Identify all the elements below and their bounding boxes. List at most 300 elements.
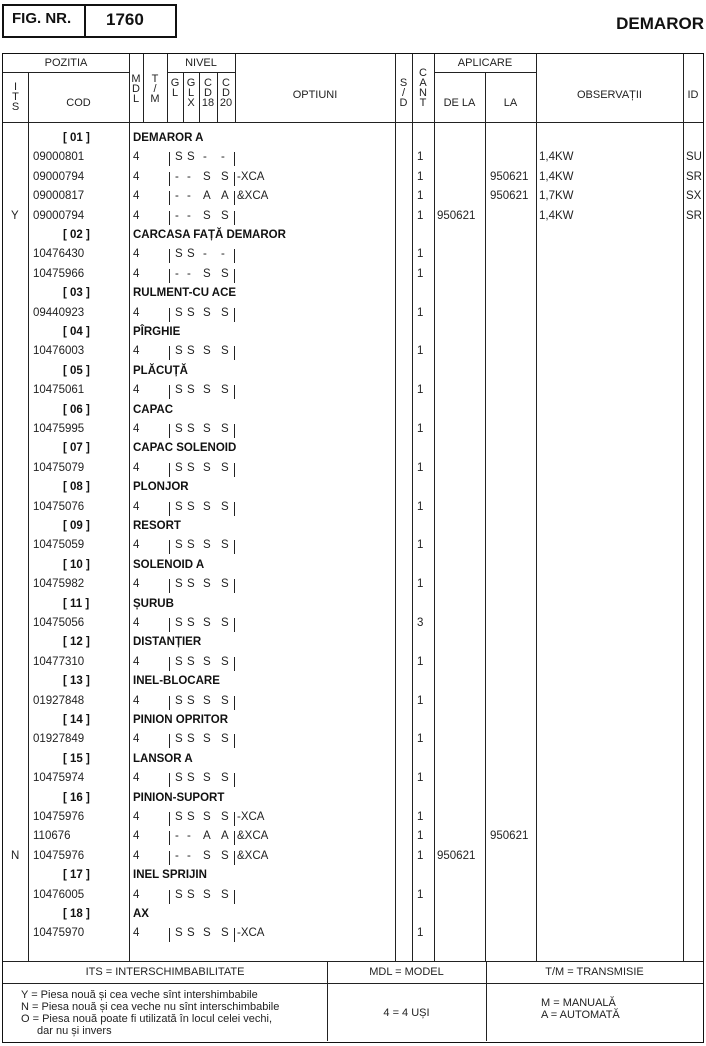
part-code: 110676 [33, 830, 71, 843]
level-cd20: S [221, 849, 229, 862]
level-glx: S [187, 306, 195, 319]
section-name: DISTANȚIER [133, 636, 202, 649]
quantity: 1 [417, 927, 424, 940]
level-cd20: S [221, 888, 229, 901]
level-gl: S [175, 423, 183, 435]
quantity: 1 [417, 694, 424, 707]
section-position: [ 15 ] [63, 752, 90, 765]
part-code: 10475970 [33, 927, 85, 940]
level-cd18: S [203, 811, 211, 823]
level-gl: - [175, 190, 179, 203]
level-gl: S [175, 151, 183, 164]
option-code: -XCA [237, 170, 265, 183]
level-cd18: S [203, 578, 211, 591]
level-cd20: S [221, 170, 229, 183]
level-cd20: S [221, 578, 229, 591]
level-cd18: A [203, 830, 211, 843]
column-divider [536, 54, 537, 961]
level-cd20: S [221, 345, 229, 358]
part-code: 10477310 [33, 655, 85, 668]
level-cd18: S [203, 694, 211, 707]
section-name: INEL-BLOCARE [133, 675, 220, 688]
level-cd18: S [203, 267, 211, 280]
quantity: 1 [417, 267, 424, 280]
level-separator [234, 890, 235, 904]
observation: 1,4KW [539, 209, 574, 222]
level-separator [169, 618, 170, 632]
section-name: ȘURUB [133, 597, 174, 610]
part-code: 09000794 [33, 170, 85, 183]
level-separator [169, 540, 170, 554]
level-separator [234, 249, 235, 263]
level-glx: S [187, 423, 195, 435]
level-glx: S [187, 248, 195, 261]
quantity: 1 [417, 772, 424, 785]
level-separator [234, 540, 235, 554]
level-gl: - [175, 267, 179, 280]
level-separator [234, 269, 235, 283]
header-id: ID [687, 89, 699, 101]
part-code: 10475079 [33, 461, 85, 474]
level-glx: S [187, 578, 195, 591]
section-name: SOLENOID A [133, 558, 205, 571]
mdl-value: 4 [133, 151, 140, 164]
header-cd18: C D 18 [201, 77, 215, 109]
legend-its-line: Y = Piesa nouă și cea veche sînt intershimbabile [21, 989, 258, 1001]
level-cd20: S [221, 461, 229, 474]
level-cd18: S [203, 927, 211, 940]
section-position: [ 03 ] [63, 287, 90, 300]
section-position: [ 08 ] [63, 481, 90, 494]
option-code: -XCA [237, 811, 265, 823]
legend-its-line: O = Piesa nouă poate fi utilizată în locul celei vechi, [21, 1013, 273, 1025]
mdl-value: 4 [133, 733, 140, 746]
header-bottom-line [3, 122, 703, 123]
observation: 1,4KW [539, 170, 574, 183]
mdl-value: 4 [133, 830, 140, 843]
level-separator [234, 773, 235, 787]
observation: 1,7KW [539, 190, 574, 203]
header-divider [3, 72, 129, 73]
level-cd18: - [203, 248, 207, 261]
page-title: DEMAROR [616, 14, 704, 33]
legend-tm-line: M = MANUALĂ [541, 997, 616, 1009]
level-separator [169, 812, 170, 826]
level-separator [234, 502, 235, 516]
level-glx: S [187, 772, 195, 785]
mdl-value: 4 [133, 617, 140, 629]
level-separator [234, 172, 235, 186]
section-name: PLĂCUȚĂ [133, 364, 188, 377]
level-separator [169, 657, 170, 671]
quantity: 1 [417, 578, 424, 591]
applies-to: 950621 [490, 190, 529, 203]
applies-from: 950621 [437, 209, 476, 222]
quantity: 1 [417, 733, 424, 746]
legend-mdl-title: MDL = MODEL [369, 966, 444, 978]
level-glx: S [187, 384, 195, 397]
quantity: 1 [417, 306, 424, 319]
mdl-value: 4 [133, 849, 140, 862]
id-code: SR [686, 170, 702, 183]
option-code: &XCA [237, 190, 269, 203]
mdl-value: 4 [133, 694, 140, 707]
column-divider [412, 54, 413, 961]
header-cant: C A N T [419, 67, 427, 109]
level-glx: - [187, 170, 191, 183]
level-separator [234, 385, 235, 399]
column-divider [395, 54, 396, 961]
level-gl: - [175, 209, 179, 222]
mdl-value: 4 [133, 384, 140, 397]
mdl-value: 4 [133, 500, 140, 513]
section-name: DEMAROR A [133, 132, 204, 144]
part-code: 10475982 [33, 578, 85, 591]
level-separator [169, 579, 170, 593]
level-cd20: S [221, 539, 229, 552]
applies-to: 950621 [490, 170, 529, 183]
quantity: 1 [417, 461, 424, 474]
quantity: 1 [417, 539, 424, 552]
header-la: LA [503, 97, 518, 109]
part-code: 10475076 [33, 500, 85, 513]
level-gl: S [175, 733, 183, 746]
level-gl: S [175, 888, 183, 901]
section-position: [ 09 ] [63, 520, 90, 532]
quantity: 1 [417, 170, 424, 183]
part-code: 10475976 [33, 811, 85, 823]
level-cd18: S [203, 461, 211, 474]
level-cd20: S [221, 209, 229, 222]
header-glx: G L X [186, 77, 196, 109]
level-glx: - [187, 830, 191, 843]
mdl-value: 4 [133, 811, 140, 823]
section-name: INEL SPRIJIN [133, 869, 207, 882]
part-code: 10475976 [33, 849, 85, 862]
level-gl: S [175, 539, 183, 552]
section-position: [ 06 ] [63, 403, 90, 416]
level-gl: S [175, 811, 183, 823]
level-separator [234, 424, 235, 438]
part-code: 10475995 [33, 423, 85, 435]
header-optiuni: OPTIUNI [292, 89, 338, 101]
level-glx: - [187, 267, 191, 280]
level-cd20: - [221, 248, 225, 261]
option-code: -XCA [237, 927, 265, 940]
level-glx: - [187, 849, 191, 862]
section-position: [ 14 ] [63, 714, 90, 726]
level-cd18: S [203, 306, 211, 319]
header-tm: T / M [150, 73, 160, 105]
level-separator [169, 191, 170, 205]
mdl-value: 4 [133, 888, 140, 901]
part-code: 10476005 [33, 888, 85, 901]
level-gl: S [175, 617, 183, 629]
header-divider [167, 72, 235, 73]
mdl-value: 4 [133, 578, 140, 591]
quantity: 1 [417, 384, 424, 397]
applies-from: 950621 [437, 849, 476, 862]
level-separator [234, 308, 235, 322]
mdl-value: 4 [133, 170, 140, 183]
level-cd20: A [221, 190, 229, 203]
level-cd20: A [221, 830, 229, 843]
mdl-value: 4 [133, 209, 140, 222]
level-gl: S [175, 345, 183, 358]
level-cd18: S [203, 423, 211, 435]
part-code: 09000794 [33, 209, 85, 222]
level-cd18: S [203, 733, 211, 746]
quantity: 1 [417, 655, 424, 668]
level-separator [169, 249, 170, 263]
quantity: 1 [417, 423, 424, 435]
level-separator [234, 734, 235, 748]
section-position: [ 18 ] [63, 908, 90, 920]
figure-number: 1760 [106, 10, 144, 29]
part-code: 10475061 [33, 384, 85, 397]
level-separator [169, 928, 170, 942]
quantity: 1 [417, 830, 424, 843]
level-cd20: S [221, 811, 229, 823]
legend-its-line: N = Piesa nouă și cea veche nu sînt interschimbabile [21, 1001, 280, 1013]
level-gl: S [175, 248, 183, 261]
level-separator [234, 463, 235, 477]
column-divider [28, 72, 29, 961]
level-separator [234, 928, 235, 942]
quantity: 1 [417, 888, 424, 901]
legend-its-title: ITS = INTERSCHIMBABILITATE [85, 966, 245, 978]
level-gl: S [175, 306, 183, 319]
level-separator [169, 211, 170, 225]
option-code: &XCA [237, 830, 269, 843]
quantity: 1 [417, 345, 424, 358]
level-separator [169, 502, 170, 516]
section-position: [ 02 ] [63, 229, 90, 241]
level-cd18: S [203, 772, 211, 785]
level-glx: S [187, 694, 195, 707]
level-cd18: S [203, 384, 211, 397]
section-name: PINION-SUPORT [133, 791, 225, 804]
level-cd18: S [203, 500, 211, 513]
part-code: 10475966 [33, 267, 85, 280]
level-separator [234, 579, 235, 593]
level-separator [169, 172, 170, 186]
level-separator [169, 424, 170, 438]
section-position: [ 17 ] [63, 869, 90, 882]
level-cd20: S [221, 617, 229, 629]
header-cd20: C D 20 [219, 77, 233, 109]
section-name: RESORT [133, 520, 181, 532]
mdl-value: 4 [133, 655, 140, 668]
column-divider [434, 54, 435, 961]
level-cd18: S [203, 617, 211, 629]
legend-top-line [3, 961, 703, 962]
header-observatii: OBSERVAȚII [576, 89, 642, 101]
level-separator [234, 831, 235, 845]
section-position: [ 04 ] [63, 326, 90, 338]
level-gl: S [175, 927, 183, 940]
level-gl: S [175, 500, 183, 513]
level-cd20: S [221, 500, 229, 513]
observation: 1,4KW [539, 151, 574, 164]
section-position: [ 01 ] [63, 132, 90, 144]
level-separator [169, 385, 170, 399]
quantity: 1 [417, 190, 424, 203]
level-cd20: S [221, 384, 229, 397]
level-cd20: S [221, 267, 229, 280]
level-gl: - [175, 849, 179, 862]
header-its: I T S [11, 81, 20, 113]
level-cd20: S [221, 694, 229, 707]
level-cd18: - [203, 151, 207, 164]
its-code: Y [11, 209, 19, 222]
section-position: [ 16 ] [63, 791, 90, 804]
quantity: 3 [417, 617, 424, 629]
level-cd18: S [203, 888, 211, 901]
header-pozitia: POZITIA [44, 57, 88, 69]
level-glx: S [187, 151, 195, 164]
level-glx: S [187, 811, 195, 823]
level-cd18: S [203, 209, 211, 222]
applies-to: 950621 [490, 830, 529, 843]
level-gl: - [175, 170, 179, 183]
level-separator [169, 773, 170, 787]
level-separator [169, 734, 170, 748]
section-name: PÎRGHIE [133, 326, 181, 338]
level-separator [234, 346, 235, 360]
mdl-value: 4 [133, 927, 140, 940]
quantity: 1 [417, 849, 424, 862]
part-code: 01927849 [33, 733, 85, 746]
level-separator [234, 211, 235, 225]
part-code: 09000817 [33, 190, 85, 203]
part-code: 10476430 [33, 248, 85, 261]
header-nivel: NIVEL [185, 57, 217, 69]
id-code: SX [686, 190, 702, 203]
section-position: [ 13 ] [63, 675, 90, 688]
level-gl: S [175, 461, 183, 474]
section-name: PINION OPRITOR [133, 714, 228, 726]
level-cd20: S [221, 733, 229, 746]
level-cd18: S [203, 345, 211, 358]
legend-tm-title: T/M = TRANSMISIE [545, 966, 644, 978]
level-glx: S [187, 500, 195, 513]
header-aplicare: APLICARE [457, 57, 513, 69]
section-position: [ 10 ] [63, 558, 90, 571]
header-gl: G L [170, 77, 180, 99]
level-separator [169, 851, 170, 865]
level-separator [234, 152, 235, 166]
id-code: SU [686, 151, 702, 164]
quantity: 1 [417, 811, 424, 823]
id-code: SR [686, 209, 702, 222]
level-cd20: S [221, 772, 229, 785]
level-glx: S [187, 345, 195, 358]
level-glx: S [187, 539, 195, 552]
level-separator [169, 696, 170, 710]
level-separator [169, 890, 170, 904]
header-cod: COD [66, 97, 91, 109]
section-name: CAPAC [133, 403, 174, 416]
level-separator [169, 269, 170, 283]
quantity: 1 [417, 248, 424, 261]
section-name: CAPAC SOLENOID [133, 442, 237, 455]
level-glx: S [187, 655, 195, 668]
mdl-value: 4 [133, 423, 140, 435]
quantity: 1 [417, 500, 424, 513]
level-gl: S [175, 772, 183, 785]
mdl-value: 4 [133, 345, 140, 358]
section-position: [ 12 ] [63, 636, 90, 649]
level-glx: S [187, 461, 195, 474]
legend-tm-line: A = AUTOMATĂ [541, 1009, 620, 1021]
level-cd20: S [221, 423, 229, 435]
level-cd18: S [203, 539, 211, 552]
level-separator [169, 152, 170, 166]
quantity: 1 [417, 209, 424, 222]
level-separator [234, 812, 235, 826]
part-code: 09000801 [33, 151, 85, 164]
level-glx: - [187, 190, 191, 203]
level-separator [169, 463, 170, 477]
level-cd18: S [203, 655, 211, 668]
level-gl: - [175, 830, 179, 843]
level-separator [234, 618, 235, 632]
level-cd18: S [203, 170, 211, 183]
level-separator [234, 191, 235, 205]
mdl-value: 4 [133, 248, 140, 261]
part-code: 10475056 [33, 617, 85, 629]
part-code: 10475974 [33, 772, 85, 785]
header-mdl: M D L [131, 73, 141, 105]
level-gl: S [175, 384, 183, 397]
option-code: &XCA [237, 849, 269, 862]
its-code: N [11, 849, 20, 862]
mdl-value: 4 [133, 267, 140, 280]
mdl-value: 4 [133, 461, 140, 474]
level-gl: S [175, 655, 183, 668]
level-glx: S [187, 617, 195, 629]
header-sd: S / D [399, 77, 408, 109]
level-separator [234, 657, 235, 671]
section-name: PLONJOR [133, 481, 189, 494]
mdl-value: 4 [133, 190, 140, 203]
figure-label: FIG. NR. [12, 10, 72, 27]
level-separator [234, 696, 235, 710]
parts-table [2, 53, 704, 1043]
column-divider [235, 54, 236, 122]
section-position: [ 11 ] [63, 597, 90, 610]
column-divider [129, 54, 130, 961]
part-code: 09440923 [33, 306, 85, 319]
level-separator [234, 851, 235, 865]
level-cd20: S [221, 655, 229, 668]
section-name: RULMENT-CU ACE [133, 287, 237, 300]
level-separator [169, 346, 170, 360]
quantity: 1 [417, 151, 424, 164]
level-cd20: - [221, 151, 225, 164]
level-cd18: S [203, 849, 211, 862]
level-separator [169, 831, 170, 845]
level-gl: S [175, 578, 183, 591]
mdl-value: 4 [133, 772, 140, 785]
part-code: 10475059 [33, 539, 85, 552]
level-cd20: S [221, 306, 229, 319]
level-glx: S [187, 733, 195, 746]
level-separator [169, 308, 170, 322]
section-position: [ 05 ] [63, 364, 90, 377]
section-name: AX [133, 908, 149, 920]
